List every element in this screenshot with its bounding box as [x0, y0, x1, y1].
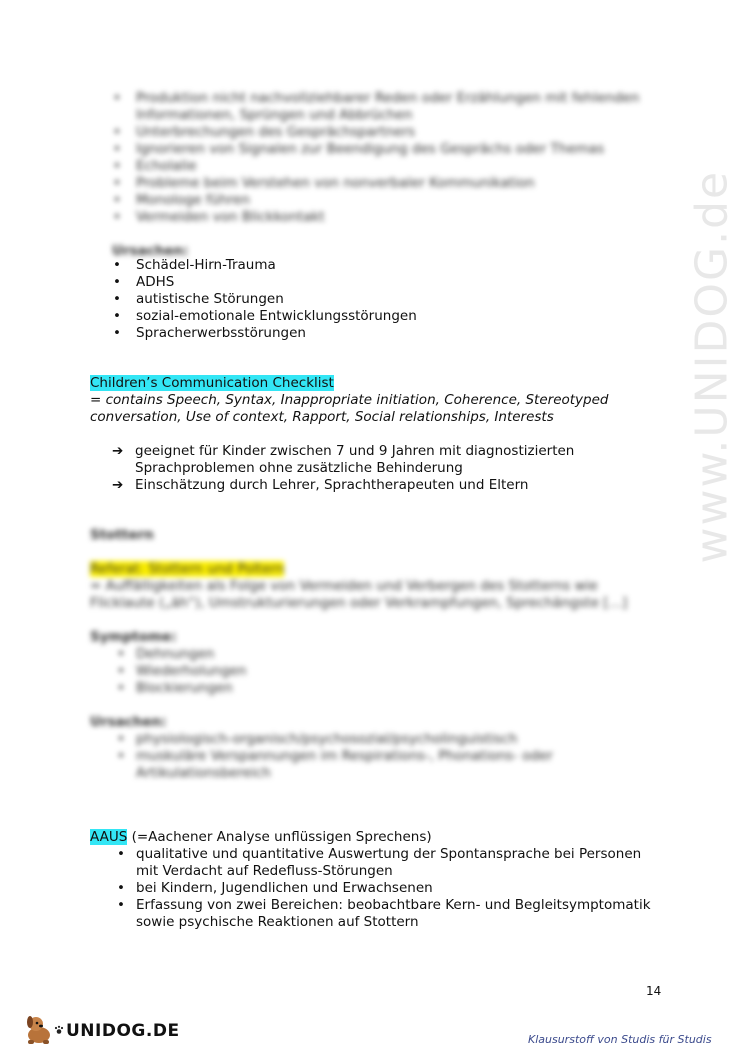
list-item: • Monologe führen [68, 192, 670, 209]
symptoms-list [90, 646, 660, 697]
ccc-description: = contains Speech, Syntax, Inappropriate initiation, Coherence, Stereotyped conversation, Use of context, Rapport, Social relationships, Interests [90, 392, 609, 425]
blurred-stottern-section [90, 527, 660, 782]
list-item: • Vermeiden von Blickkontakt [68, 209, 670, 226]
referat-title: Referat: Stottern und Poltern [90, 561, 285, 577]
list-item: • Produktion nicht nachvollziehbarer Reden oder Erzählungen mit fehlenden Informationen, Sprüngen und Abbrüchen [68, 90, 670, 124]
referat-text: = Auffälligkeiten als Folge von Vermeiden und Verbergen des Stotterns wie Flicklaute („äh“), Umstrukturierungen oder Verkrampfungen, Sprechängste […] [90, 578, 628, 611]
blurred-top-section [90, 90, 670, 260]
dog-icon [24, 1013, 54, 1050]
aaus-section [90, 829, 660, 931]
list-item: • muskuläre Verspannungen im Respirations-, Phonations- oder Artikulationsbereich [90, 748, 660, 782]
watermark: www.UNIDOG.de [686, 169, 738, 564]
list-item: • Spracherwerbsstörungen [68, 325, 670, 342]
list-item: • bei Kindern, Jugendlichen und Erwachsenen [90, 880, 660, 897]
list-item: • Unterbrechungen des Gesprächspartners [68, 124, 670, 141]
arrow-right-icon: ➔ [112, 477, 124, 493]
causes-section [90, 257, 670, 342]
list-item: ➔ Einschätzung durch Lehrer, Sprachtherapeuten und Eltern [112, 477, 529, 493]
footer-tagline: Klausurstoff von Studis für Studis [528, 1033, 712, 1046]
paw-icon [54, 1023, 64, 1040]
causes-list [68, 257, 670, 342]
stottern-heading: Stottern [90, 527, 154, 543]
list-item: • Blockierungen [90, 680, 660, 697]
ccc-title: Children’s Communication Checklist [90, 375, 334, 391]
list-item: • physiologisch-organisch/psychosozial/psycholinguistisch [90, 731, 660, 748]
aaus-list [90, 846, 660, 931]
symptoms-heading: Symptome: [90, 629, 177, 645]
arrow-right-icon: ➔ [112, 443, 124, 459]
ccc-section [90, 375, 650, 494]
logo-text: UNIDOG.DE [66, 1020, 180, 1041]
list-item: ➔ geeignet für Kinder zwischen 7 und 9 Jahren mit diagnostizierten Sprachproblemen ohne zusätzliche Behinderung [112, 443, 575, 476]
list-item: • Schädel-Hirn-Trauma [68, 257, 670, 274]
stottern-causes-heading: Ursachen: [90, 714, 167, 730]
list-item: • qualitative und quantitative Auswertung der Spontansprache bei Personen mit Verdacht auf Redefluss-Störungen [90, 846, 660, 880]
unidog-logo [24, 1014, 180, 1048]
blurred-bullet-list [68, 90, 670, 226]
list-item: • Probleme beim Verstehen von nonverbaler Kommunikation [68, 175, 670, 192]
list-item: • Erfassung von zwei Bereichen: beobachtbare Kern- und Begleitsymptomatik sowie psychische Reaktionen auf Stottern [90, 897, 660, 931]
list-item: • sozial-emotionale Entwicklungsstörungen [68, 308, 670, 325]
aaus-subtitle: (=Aachener Analyse unflüssigen Sprechens) [127, 829, 432, 845]
list-item: • Echolalie [68, 158, 670, 175]
ccc-points [90, 443, 650, 494]
stottern-causes-list [90, 731, 660, 782]
list-item: • Dehnungen [90, 646, 660, 663]
list-item: • Wiederholungen [90, 663, 660, 680]
list-item: • Ignorieren von Signalen zur Beendigung des Gesprächs oder Themas [68, 141, 670, 158]
list-item: • ADHS [68, 274, 670, 291]
aaus-title: AAUS [90, 829, 128, 845]
causes-heading-blurred: Ursachen: [112, 243, 189, 259]
list-item: • autistische Störungen [68, 291, 670, 308]
page-number: 14 [646, 984, 662, 998]
